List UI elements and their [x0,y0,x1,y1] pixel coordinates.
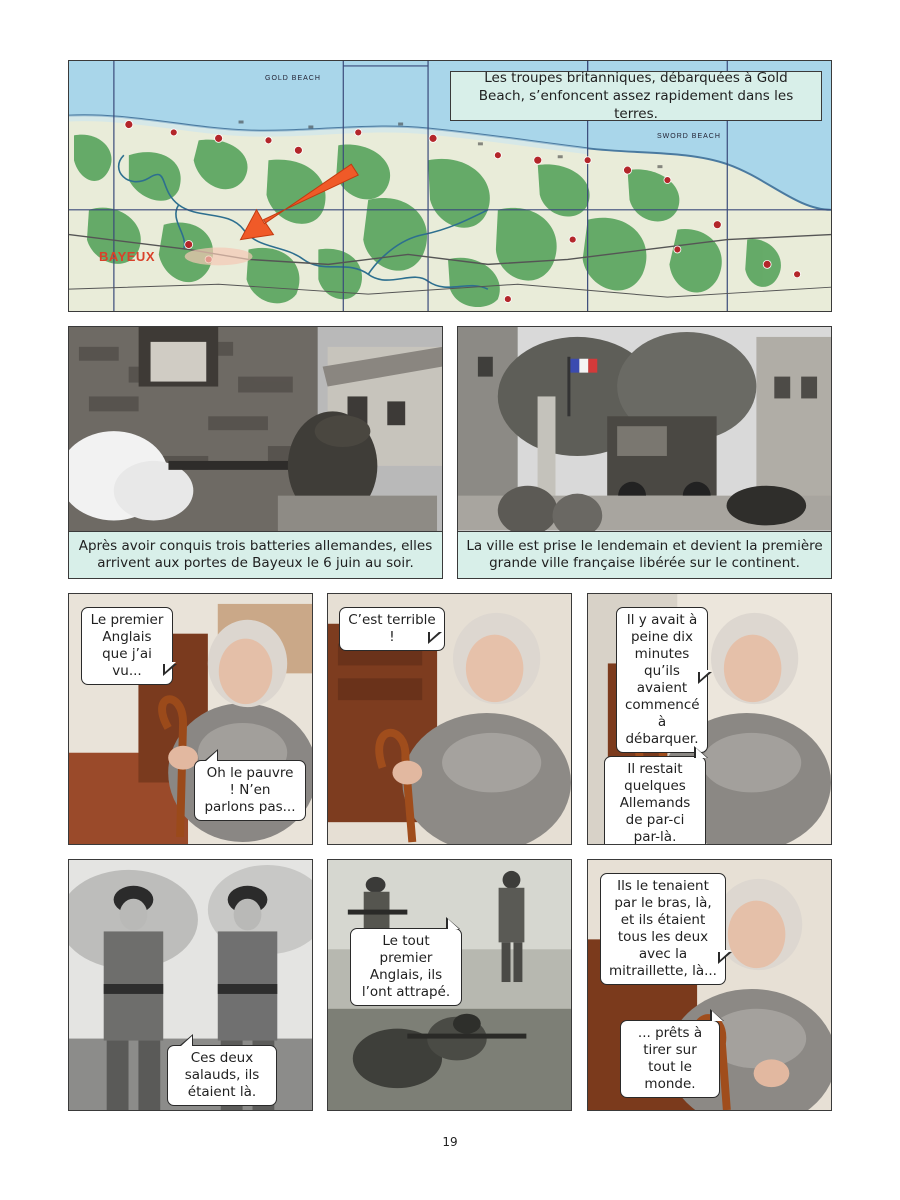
bubble-quelques-allemands: Il restait quelques Allemands de par-ci par-là. [604,756,706,845]
bubble-tenaient-par-le-bras: Ils le tenaient par le bras, là, et ils étaient tous les deux avec la mitraillette, là... [600,873,726,985]
page-number: 19 [442,1135,458,1149]
bubble-cest-terrible: C’est terrible ! [339,607,445,651]
gold-beach-label: GOLD BEACH [265,75,321,82]
bayeux-liberation-panel [457,326,832,579]
bubble-tout-premier-anglais: Le tout premier Anglais, ils l’ont attrapé. [350,928,462,1006]
capture-panel [327,859,572,1111]
bubble-prets-a-tirer: ... prêts à tirer sur tout le monde. [620,1020,720,1098]
map-panel [68,60,832,312]
bubble-premier-anglais: Le premier Anglais que j’ai vu... [81,607,173,685]
bayeux-label: BAYEUX [99,249,155,264]
interview-panel-1 [68,593,313,845]
row2-caption-left: Après avoir conquis trois batteries allemandes, elles arrivent aux portes de Bayeux le 6 juin au soir. [68,531,443,579]
german-soldiers-panel [68,859,313,1111]
bubble-dix-minutes: Il y avait à peine dix minutes qu’ils avaient commencé à débarquer. [616,607,708,753]
interview-panel-2 [327,593,572,845]
bubble-oh-le-pauvre: Oh le pauvre ! N’en parlons pas... [194,760,306,821]
interview-panel-3 [587,593,832,845]
row2-caption-right: La ville est prise le lendemain et devient la première grande ville française libérée sur le continent. [457,531,832,579]
soldier-firing-panel [68,326,443,579]
bubble-deux-salauds: Ces deux salauds, ils étaient là. [167,1045,277,1106]
interview-panel-4 [587,859,832,1111]
map-caption: Les troupes britanniques, débarquées à Gold Beach, s’enfoncent assez rapidement dans les terres. [450,71,822,121]
sword-beach-label: SWORD BEACH [657,133,721,140]
